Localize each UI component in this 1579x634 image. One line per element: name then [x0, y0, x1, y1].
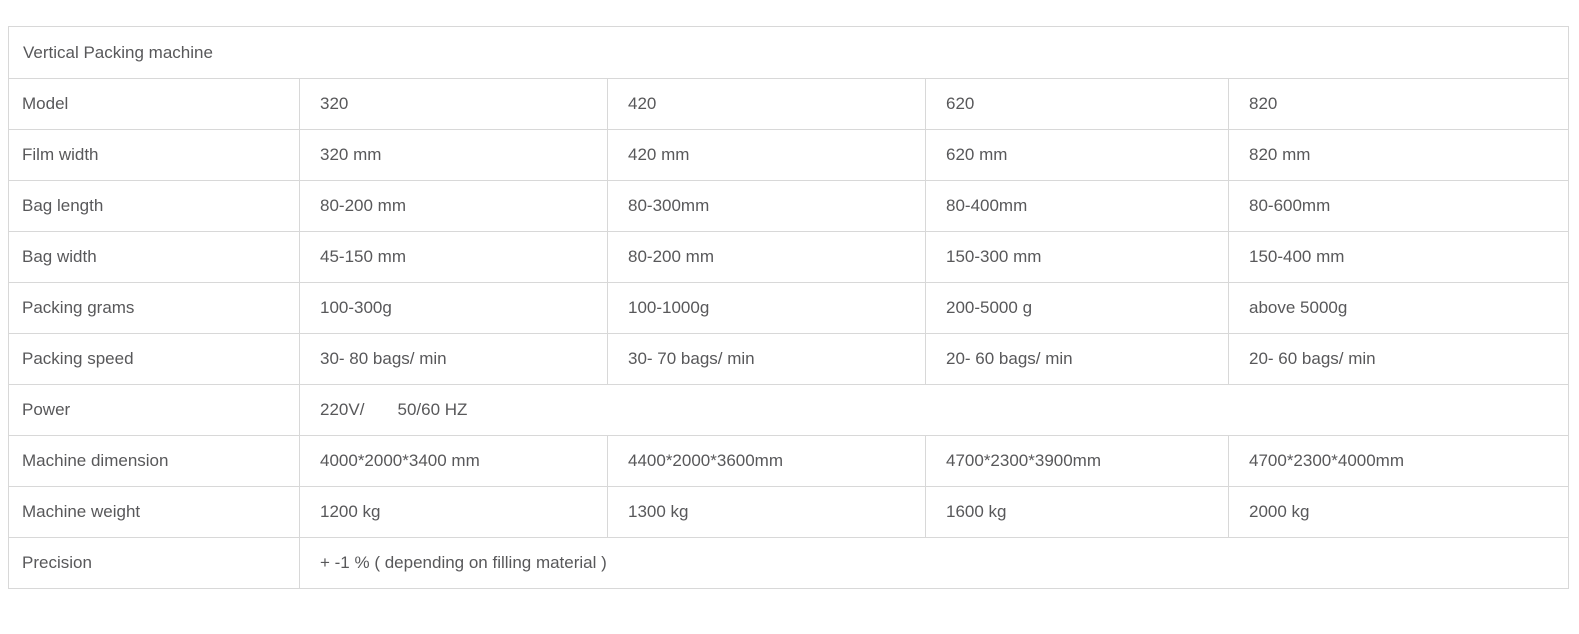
cell-bag-length-4: 80-600mm	[1229, 181, 1569, 232]
cell-packing-speed-1: 30- 80 bags/ min	[300, 334, 608, 385]
cell-packing-grams-2: 100-1000g	[608, 283, 926, 334]
cell-model-320: 320	[300, 79, 608, 130]
row-label-film-width: Film width	[9, 130, 300, 181]
row-label-bag-width: Bag width	[9, 232, 300, 283]
row-label-power: Power	[9, 385, 300, 436]
table-row-film-width	[9, 130, 1569, 181]
cell-model-820: 820	[1229, 79, 1569, 130]
cell-machine-weight-2: 1300 kg	[608, 487, 926, 538]
cell-power-value: 220V/ 50/60 HZ	[300, 385, 1569, 436]
cell-model-620: 620	[926, 79, 1229, 130]
row-label-precision: Precision	[9, 538, 300, 589]
table-row-bag-width	[9, 232, 1569, 283]
cell-film-width-3: 620 mm	[926, 130, 1229, 181]
cell-packing-grams-4: above 5000g	[1229, 283, 1569, 334]
spec-table	[8, 26, 1569, 589]
row-label-machine-dimension: Machine dimension	[9, 436, 300, 487]
row-label-model: Model	[9, 79, 300, 130]
cell-model-420: 420	[608, 79, 926, 130]
table-title: Vertical Packing machine	[9, 27, 1569, 79]
table-row-model	[9, 79, 1569, 130]
cell-packing-speed-2: 30- 70 bags/ min	[608, 334, 926, 385]
table-row-packing-grams	[9, 283, 1569, 334]
table-row-bag-length	[9, 181, 1569, 232]
table-row-precision	[9, 538, 1569, 589]
cell-machine-dimension-1: 4000*2000*3400 mm	[300, 436, 608, 487]
table-title-row	[9, 27, 1569, 79]
table-row-power	[9, 385, 1569, 436]
cell-machine-dimension-4: 4700*2300*4000mm	[1229, 436, 1569, 487]
table-row-machine-dimension	[9, 436, 1569, 487]
cell-precision-value: + -1 % ( depending on filling material )	[300, 538, 1569, 589]
cell-bag-width-3: 150-300 mm	[926, 232, 1229, 283]
cell-packing-speed-4: 20- 60 bags/ min	[1229, 334, 1569, 385]
cell-bag-width-2: 80-200 mm	[608, 232, 926, 283]
cell-bag-length-3: 80-400mm	[926, 181, 1229, 232]
cell-bag-length-1: 80-200 mm	[300, 181, 608, 232]
cell-machine-dimension-3: 4700*2300*3900mm	[926, 436, 1229, 487]
cell-film-width-2: 420 mm	[608, 130, 926, 181]
cell-bag-width-4: 150-400 mm	[1229, 232, 1569, 283]
cell-machine-weight-3: 1600 kg	[926, 487, 1229, 538]
cell-film-width-4: 820 mm	[1229, 130, 1569, 181]
cell-packing-grams-1: 100-300g	[300, 283, 608, 334]
cell-film-width-1: 320 mm	[300, 130, 608, 181]
table-row-packing-speed	[9, 334, 1569, 385]
row-label-machine-weight: Machine weight	[9, 487, 300, 538]
cell-machine-dimension-2: 4400*2000*3600mm	[608, 436, 926, 487]
row-label-packing-grams: Packing grams	[9, 283, 300, 334]
cell-packing-speed-3: 20- 60 bags/ min	[926, 334, 1229, 385]
cell-packing-grams-3: 200-5000 g	[926, 283, 1229, 334]
cell-machine-weight-4: 2000 kg	[1229, 487, 1569, 538]
cell-bag-width-1: 45-150 mm	[300, 232, 608, 283]
row-label-bag-length: Bag length	[9, 181, 300, 232]
cell-bag-length-2: 80-300mm	[608, 181, 926, 232]
cell-machine-weight-1: 1200 kg	[300, 487, 608, 538]
table-row-machine-weight	[9, 487, 1569, 538]
row-label-packing-speed: Packing speed	[9, 334, 300, 385]
